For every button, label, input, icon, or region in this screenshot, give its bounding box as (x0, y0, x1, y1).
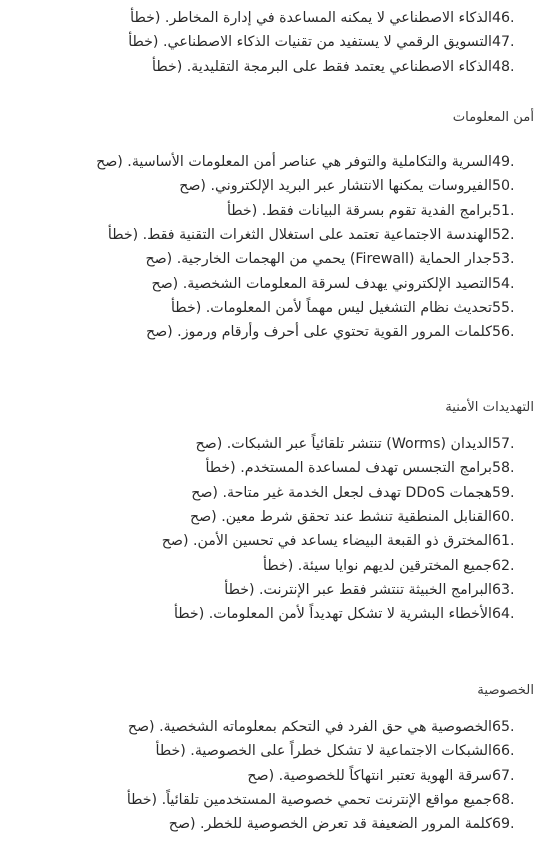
item-text: جميع المخترقين لديهم نوايا سيئة. (خطأ (263, 557, 492, 574)
list-item (171, 297, 530, 319)
item-text: البرامج الخبيثة تنتشر فقط عبر الإنترنت. (خطأ (224, 581, 492, 598)
item-number: 68. (492, 791, 515, 808)
list-item (247, 765, 530, 787)
item-text: برامج التجسس تهدف لمساعدة المستخدم. (خطأ (205, 460, 492, 477)
item-number: 66. (492, 743, 515, 760)
list-item (145, 248, 530, 270)
list-item (263, 555, 530, 577)
item-number: 69. (492, 816, 515, 833)
item-text: الخصوصية هي حق الفرد في التحكم بمعلوماته الشخصية. (صح (127, 719, 492, 735)
item-number: 49. (492, 154, 515, 170)
list-item (156, 740, 530, 762)
item-number: 48. (492, 58, 515, 75)
item-text: القنابل المنطقية تنشط عند تحقق شرط معين. (صح (189, 508, 492, 525)
item-number: 59. (492, 484, 515, 501)
item-text: جدار الحماية (Firewall) يحمي من الهجمات الخارجية. (صح (145, 251, 492, 268)
item-number: 56. (492, 324, 515, 341)
item-text: الديدان (Worms) تنتشر تلقائياً عبر الشبكات. (صح (195, 436, 492, 452)
item-text: هجمات DDoS تهدف لجعل الخدمة غير متاحة. (صح (191, 484, 492, 501)
item-number: 55. (492, 299, 515, 316)
list-item (151, 273, 530, 295)
item-text: كلمة المرور الضعيفة قد تعرض الخصوصية للخطر. (صح (168, 816, 492, 833)
item-number: 65. (492, 719, 515, 735)
item-number: 46. (492, 10, 515, 26)
item-number: 50. (492, 178, 515, 195)
item-number: 52. (492, 226, 515, 243)
list-item (162, 530, 530, 552)
section-heading: الخصوصية (477, 683, 534, 698)
item-text: الشبكات الاجتماعية لا تشكل خطراً على الخصوصية. (خطأ (155, 743, 492, 760)
list-item (96, 151, 530, 173)
item-text: تحديث نظام التشغيل ليس مهماً لأمن المعلومات. (خطأ (170, 299, 492, 316)
list-item (174, 603, 530, 625)
item-text: برامج الفدية تقوم بسرقة البيانات فقط. (خطأ (226, 202, 492, 219)
item-number: 64. (492, 606, 515, 623)
item-number: 47. (492, 34, 515, 51)
item-number: 60. (492, 508, 515, 525)
list-item (190, 506, 530, 528)
list-item (152, 56, 530, 78)
list-item (130, 7, 530, 29)
item-text: الذكاء الاصطناعي يعتمد فقط على البرمجة التقليدية. (خطأ (152, 58, 492, 75)
list-item (108, 224, 530, 246)
item-text: الأخطاء البشرية لا تشكل تهديداً لأمن المعلومات. (خطأ (173, 606, 492, 623)
list-item (127, 789, 530, 811)
list-item (128, 31, 530, 53)
item-text: سرقة الهوية تعتبر انتهاكاً للخصوصية. (صح (247, 767, 492, 784)
item-text: كلمات المرور القوية تحتوي على أحرف وأرقام ورموز. (صح (145, 324, 492, 341)
section-heading: التهديدات الأمنية (445, 400, 534, 415)
item-number: 51. (492, 202, 515, 219)
item-number: 58. (492, 460, 515, 477)
list-item (179, 175, 530, 197)
list-item (205, 457, 530, 479)
section-heading: أمن المعلومات (452, 110, 534, 125)
list-item (169, 813, 530, 835)
item-number: 54. (492, 275, 515, 292)
item-number: 62. (492, 557, 515, 574)
list-item (128, 716, 530, 738)
item-text: التصيد الإلكتروني يهدف لسرقة المعلومات الشخصية. (صح (151, 275, 492, 292)
item-number: 57. (492, 436, 515, 452)
item-number: 53. (492, 251, 515, 268)
item-text: الفيروسات يمكنها الانتشار عبر البريد الإلكتروني. (صح (179, 178, 492, 195)
item-number: 61. (492, 533, 515, 550)
list-item (227, 200, 530, 222)
item-text: جميع مواقع الإنترنت تحمي خصوصية المستخدمين تلقائياً. (خطأ (126, 791, 492, 808)
list-item (224, 579, 530, 601)
item-number: 67. (492, 767, 515, 784)
list-item (191, 482, 530, 504)
item-text: السرية والتكاملية والتوفر هي عناصر أمن المعلومات الأساسية. (صح (96, 154, 492, 170)
list-item (195, 433, 530, 455)
item-number: 63. (492, 581, 515, 598)
item-text: الهندسة الاجتماعية تعتمد على استغلال الثغرات التقنية فقط. (خطأ (107, 226, 492, 243)
item-text: المخترق ذو القبعة البيضاء يساعد في تحسين الأمن. (صح (161, 533, 492, 550)
item-text: الذكاء الاصطناعي لا يمكنه المساعدة في إدارة المخاطر. (خطأ (130, 10, 492, 26)
item-text: التسويق الرقمي لا يستفيد من تقنيات الذكاء الاصطناعي. (خطأ (128, 34, 492, 51)
list-item (146, 321, 530, 343)
